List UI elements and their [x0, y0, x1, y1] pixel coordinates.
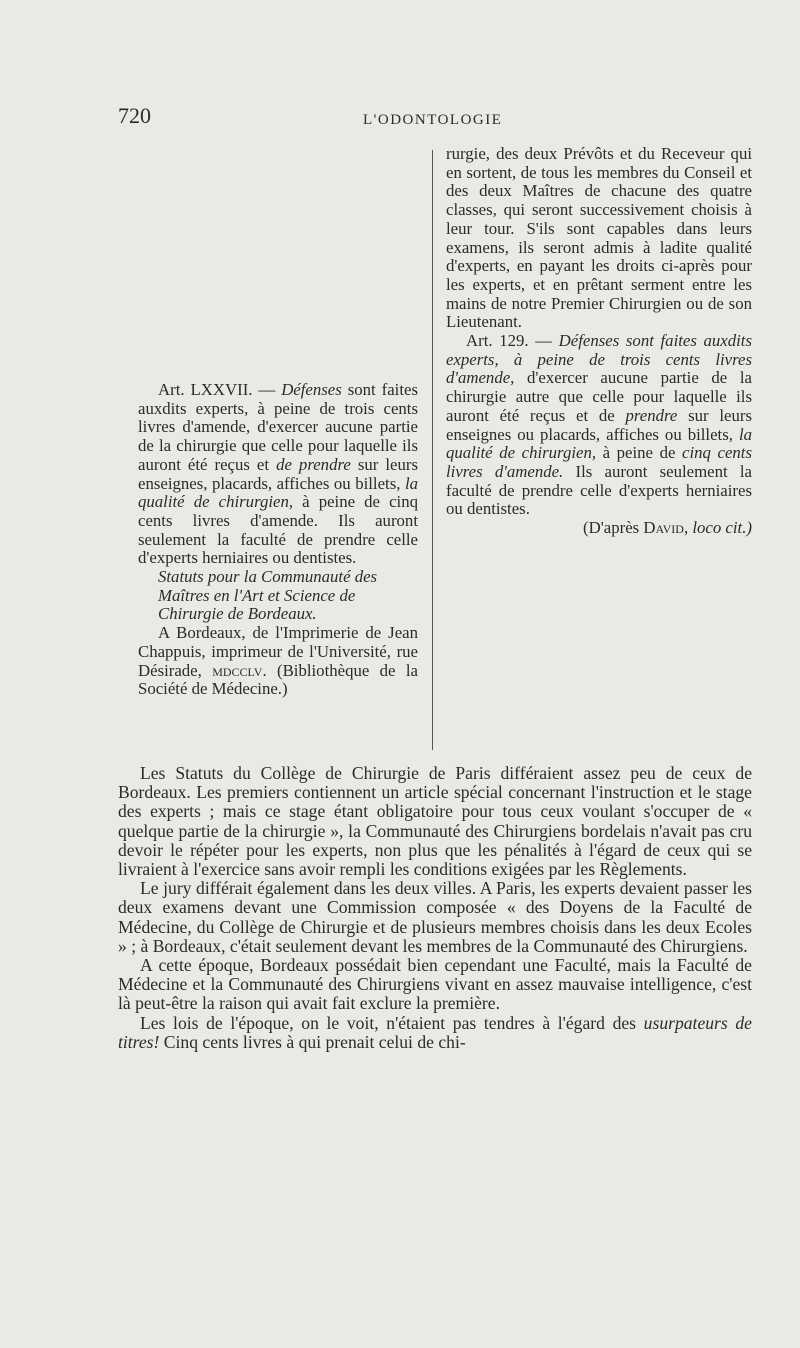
paragraph: A cette époque, Bordeaux possédait bien cependant une Faculté, mais la Faculté de Médecine et la Communauté des Chirurgiens vivant en assez mauvaise intelligence, c'est là peut-être la raison qui avait fait exclure la première. [118, 955, 752, 1014]
article-title: Défenses [281, 380, 342, 399]
attribution-author: David [643, 518, 684, 538]
column-rule [432, 150, 433, 750]
article-text: à peine de cinq cents livres d'amende. Ils auront seulement la faculté de prendre celle d'experts herniaires ou dentistes. [138, 492, 418, 568]
source-imprint [138, 624, 418, 699]
article-text: sur leurs enseignes ou placards, affiches ou billets, [446, 405, 753, 444]
paragraph-text: Cinq cents livres à qui prenait celui de chi- [159, 1031, 466, 1052]
paragraph: Le jury différait également dans les deux villes. A Paris, les experts devaient passer les deux examens devant une Commission composée « des Doyens de la Faculté de Médecine, du Collège de Chirurgie et de plusieurs membres choisis dans les deux Ecoles » ; à Bordeaux, c'était seulement devant les membres de la Communauté des Chirurgiens. [118, 878, 752, 956]
article-italic: de prendre [276, 454, 351, 474]
article-italic: Défenses sont faites auxdits experts, à peine de trois cents livres d'amende, [446, 331, 752, 388]
source-title: Statuts pour la Communauté des Maîtres en l'Art et Science de Chirurgie de Bordeaux. [158, 567, 378, 624]
paragraph: Les Statuts du Collège de Chirurgie de Paris différaient assez peu de ceux de Bordeaux. Les premiers contiennent un article spécial concernant l'instruction et le stage des experts ; mais ce stage étant obligatoire pour tous ceux voulant s'occuper de « quelque partie de la chirurgie », la Communauté des Chirurgiens bordelais n'avait pas cru devoir le répéter pour les experts, non plus que les pénalités à l'égard de ceux qui se livraient à l'exercice sans avoir rempli les conditions exigées par les Règlements. [118, 763, 752, 880]
paragraph [118, 1014, 752, 1052]
imprint-text: . (Bibliothèque de la Société de Médecine.) [138, 660, 418, 699]
attribution-sep: , [683, 518, 693, 538]
running-title: L'ODONTOLOGIE [363, 112, 503, 128]
article-text: Ils auront seulement la faculté de prendre celle d'experts herniaires ou dentistes. [446, 461, 752, 519]
attribution [446, 519, 752, 538]
article-italic: prendre [625, 405, 678, 425]
article-text: d'exercer aucune partie de la chirurgie autre que celle pour laquelle ils auront été reçus et de [446, 368, 752, 425]
paragraph-italic: usurpateurs de titres! [118, 1012, 752, 1052]
main-text [118, 764, 752, 1052]
article-label: Art. 129. — [466, 331, 553, 351]
article-text: sont faites auxdits experts, à peine de trois cents livres d'amende, d'exercer aucune partie de la chirurgie que celle pour laquelle ils auront été reçus et [138, 380, 418, 474]
right-column [446, 145, 752, 538]
article-italic: la qualité de chirurgien, [138, 473, 418, 512]
source-citation [138, 568, 418, 624]
right-continuation: rurgie, des deux Prévôts et du Receveur qui en sortent, de tous les membres du Conseil et des deux Maîtres de chacune des quatre classes, qui seront successivement choisis à leur tour. S'ils sont capables dans leurs examens, ils seront admis à ladite qualité d'experts, en payant les droits ci-après pour les experts, et en prêtant serment entre les mains de notre Premier Chirurgien ou de son Lieutenant. [446, 144, 752, 332]
attribution-ref: loco cit.) [692, 518, 752, 538]
article-italic: la qualité de chirurgien, [446, 424, 752, 463]
article-text: sur leurs enseignes, placards, affiches ou billets, [138, 454, 418, 493]
attribution-prefix: (D'après [583, 518, 644, 538]
article-label: Art. LXXVII. — [158, 380, 276, 399]
paragraph-text: Les lois de l'époque, on le voit, n'étaient pas tendres à l'égard des [140, 1012, 644, 1033]
page-number: 720 [118, 103, 151, 128]
left-article [138, 381, 418, 568]
imprint-date: mdcclv [212, 660, 263, 680]
left-column [138, 381, 418, 699]
right-article [446, 332, 752, 519]
article-text: à peine de [596, 443, 683, 463]
article-italic: cinq cents livres d'amende. [446, 443, 752, 481]
imprint-text: A Bordeaux, de l'Imprimerie de Jean Chappuis, imprimeur de l'Université, rue Désirade, [138, 623, 418, 680]
